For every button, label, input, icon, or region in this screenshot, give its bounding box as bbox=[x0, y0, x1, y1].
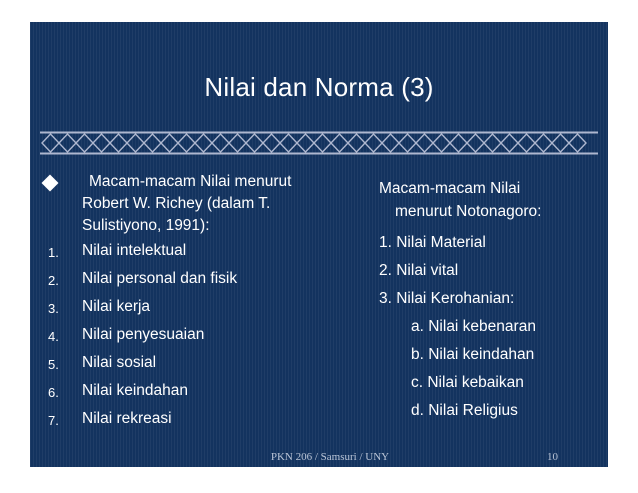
left-intro-line3: Sulistiyono, 1991): bbox=[82, 217, 210, 234]
right-item: 1. Nilai Material bbox=[379, 234, 486, 251]
left-item-number: 4. bbox=[48, 329, 59, 344]
right-subitem: c. Nilai kebaikan bbox=[411, 374, 524, 391]
band-diamond bbox=[297, 134, 314, 152]
band-diamond bbox=[535, 134, 552, 152]
band-diamond bbox=[450, 134, 467, 152]
right-item: 2. Nilai vital bbox=[379, 262, 459, 279]
band-diamond bbox=[348, 134, 365, 152]
left-item-number: 7. bbox=[48, 413, 59, 428]
left-item-label: Nilai sosial bbox=[82, 354, 157, 371]
band-diamond bbox=[382, 134, 399, 152]
band-diamond bbox=[280, 134, 297, 152]
right-item: 3. Nilai Kerohanian: bbox=[379, 290, 515, 307]
band-diamond bbox=[212, 134, 229, 152]
band-diamond bbox=[484, 134, 501, 152]
left-item-number: 5. bbox=[48, 357, 59, 372]
band-diamond bbox=[314, 134, 331, 152]
left-item-number: 6. bbox=[48, 385, 59, 400]
right-subitem: d. Nilai Religius bbox=[411, 402, 518, 419]
band-diamond bbox=[433, 134, 450, 152]
band-diamond bbox=[59, 134, 76, 152]
band-diamond bbox=[110, 134, 127, 152]
left-item-label: Nilai penyesuaian bbox=[82, 326, 205, 343]
band-diamond bbox=[518, 134, 535, 152]
band-diamond bbox=[331, 134, 348, 152]
left-item-label: Nilai intelektual bbox=[82, 242, 187, 259]
band-diamond bbox=[501, 134, 518, 152]
band-diamond bbox=[416, 134, 433, 152]
diamond-bullet-icon bbox=[42, 175, 59, 192]
band-diamond bbox=[399, 134, 416, 152]
left-item-label: Nilai rekreasi bbox=[82, 410, 172, 427]
band-diamond bbox=[552, 134, 569, 152]
left-item-number: 3. bbox=[48, 301, 59, 316]
band-diamond bbox=[467, 134, 484, 152]
band-diamond bbox=[195, 134, 212, 152]
right-heading bbox=[379, 177, 579, 223]
band-diamond bbox=[76, 134, 93, 152]
right-subitem: a. Nilai kebenaran bbox=[411, 318, 536, 335]
right-subitem: b. Nilai keindahan bbox=[411, 346, 535, 363]
band-diamond bbox=[144, 134, 161, 152]
band-diamond bbox=[127, 134, 144, 152]
band-diamond bbox=[178, 134, 195, 152]
band-diamond bbox=[263, 134, 280, 152]
page-number: 10 bbox=[547, 451, 558, 463]
left-intro-line2: Robert W. Richey (dalam T. bbox=[82, 195, 271, 212]
slide-title: Nilai dan Norma (3) bbox=[204, 72, 434, 102]
diamond-band-graphic bbox=[40, 131, 598, 155]
left-item-label: Nilai keindahan bbox=[82, 382, 188, 399]
band-diamond bbox=[246, 134, 263, 152]
slide bbox=[30, 22, 608, 467]
left-item-number: 1. bbox=[48, 245, 59, 260]
left-intro-line1: Macam-macam Nilai menurut bbox=[89, 173, 292, 190]
left-item-number: 2. bbox=[48, 273, 59, 288]
band-diamond bbox=[42, 134, 59, 152]
band-diamond bbox=[569, 134, 586, 152]
right-heading-line1: Macam-macam Nilai bbox=[379, 180, 521, 197]
band-diamond bbox=[365, 134, 382, 152]
band-diamond bbox=[161, 134, 178, 152]
band-diamond bbox=[93, 134, 110, 152]
footer-text: PKN 206 / Samsuri / UNY bbox=[270, 451, 390, 463]
band-diamond bbox=[229, 134, 246, 152]
decorative-diamond-band bbox=[40, 131, 598, 155]
left-item-label: Nilai personal dan fisik bbox=[82, 270, 238, 287]
right-heading-line2: menurut Notonagoro: bbox=[395, 203, 542, 220]
left-intro bbox=[82, 171, 322, 237]
left-item-label: Nilai kerja bbox=[82, 298, 151, 315]
